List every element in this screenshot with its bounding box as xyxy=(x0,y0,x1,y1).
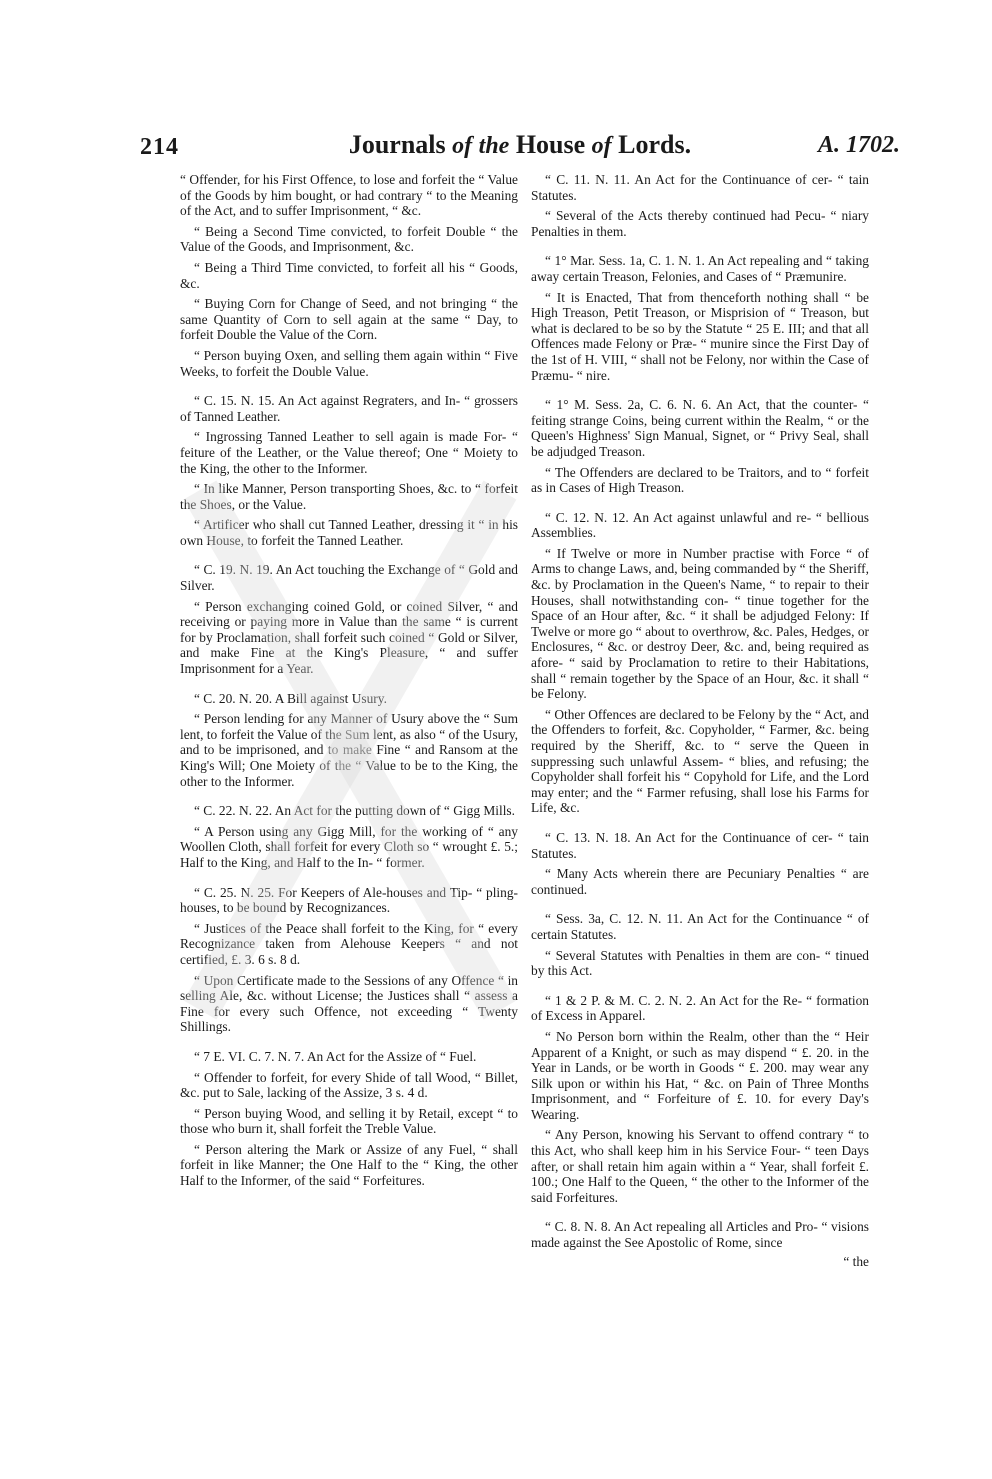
act-heading: “ C. 8. N. 8. An Act repealing all Articles and Pro- “ visions made against the See Apostolic of Rome, since xyxy=(531,1219,869,1251)
act-heading: “ 1 & 2 P. & M. C. 2. N. 2. An Act for the Re- “ formation of Excess in Apparel. xyxy=(531,992,869,1024)
running-title xyxy=(140,130,900,160)
paragraph: “ If Twelve or more in Number practise with Force “ of Arms to change Laws, and, being commanded by “ the Sheriff, &c. by Proclamation in the Queen's Name, “ to repair to their Houses, shall notwithstanding con- “ tinue together for the Space of an Hour after, &c. “ it shall be adjudged Felony: If Twelve or more go “ about to overthrow, &c. Pales, Hedges, or Enclosures, “ &c. or destroy Deer, &c. and, being required as afore- “ said by Proclamation to retire to their Habitations, shall “ remain together by the Space of an Hour, &c. it shall “ be Felony. xyxy=(531,545,869,702)
paragraph: “ Justices of the Peace shall forfeit to the King, for “ every Recognizance taken from Alehouse Keepers “ and not certified, £. 3. 6 s. 8 d. xyxy=(180,920,518,967)
paragraph: “ Ingrossing Tanned Leather to sell again is made For- “ feiture of the Leather, or the Value thereof; One “ Moiety to the King, the other to the Informer. xyxy=(180,429,518,476)
act-heading: “ C. 25. N. 25. For Keepers of Ale-houses and Tip- “ pling-houses, to be bound by Recognizances. xyxy=(180,884,518,916)
paragraph: “ Offender, for his First Offence, to lose and forfeit the “ Value of the Goods by him bought, or had contrary “ to the Meaning of the Act, and to suffer Imprisonment, “ &c. xyxy=(180,172,518,219)
act-heading: “ C. 11. N. 11. An Act for the Continuance of cer- “ tain Statutes. xyxy=(531,172,869,203)
paragraph: “ Person lending for any Manner of Usury above the “ Sum lent, to forfeit the Value of the Sum lent, as also “ of the Usury, and to be imprisoned, and to make Fine “ and Ransom at the King's Will; One Moiety of the “ Value to be to the King, the other to the Informer. xyxy=(180,711,518,789)
right-column xyxy=(531,172,869,1274)
page-header xyxy=(140,128,900,168)
title-the: the xyxy=(478,133,510,159)
paragraph: “ Artificer who shall cut Tanned Leather, dressing it “ in his own House, to forfeit the Tanned Leather. xyxy=(180,517,518,548)
act-heading: “ Sess. 3a, C. 12. N. 11. An Act for the Continuance “ of certain Statutes. xyxy=(531,911,869,942)
act-heading: “ C. 20. N. 20. A Bill against Usury. xyxy=(194,690,387,706)
paragraph: “ Other Offences are declared to be Felony by the “ Act, and the Offenders to forfeit, &c. Copyholder, “ Farmer, &c. being required by the Sheriff, &c. to “ serve the Queen in suppressing such unlawful Assem- “ blies, and refusing; the Copyholder shall forfeit his “ Copyhold for Life, and the Lord may enter; and the “ Farmer refusing, shall lose his Farms for Life, &c. xyxy=(531,706,869,816)
paragraph: “ No Person born within the Realm, other than the “ Heir Apparent of a Knight, or such as may dispend “ £. 20. in the Year in Lands, or be worth in Goods “ £. 200. may wear any Silk upon or within his Hat, “ &c. on Pain of Three Months Imprisonment, and “ Forfeiture of £. 10. for every Day's Wearing. xyxy=(531,1028,869,1122)
paragraph: “ Offender to forfeit, for every Shide of tall Wood, “ Billet, &c. put to Sale, lacking of the Assize, 3 s. 4 d. xyxy=(180,1069,518,1101)
paragraph: “ The Offenders are declared to be Traitors, and to “ forfeit as in Cases of High Treason. xyxy=(531,464,869,496)
catchword: “ the xyxy=(843,1253,869,1269)
title-of-2: of xyxy=(591,133,612,159)
act-heading: “ 1° M. Sess. 2a, C. 6. N. 6. An Act, that the counter- “ feiting strange Coins, being current within the Realm, “ or the Queen's Highness' Sign Manual, Signet, or “ Privy Seal, shall be adjudged Treason. xyxy=(531,397,869,459)
act-heading: “ 7 E. VI. C. 7. N. 7. An Act for the Assize of “ Fuel. xyxy=(194,1048,477,1064)
act-heading: “ C. 19. N. 19. An Act touching the Exchange of “ Gold and Silver. xyxy=(180,562,518,594)
paragraph: “ Many Acts wherein there are Pecuniary Penalties “ are continued. xyxy=(531,866,869,897)
act-heading: “ C. 13. N. 18. An Act for the Continuance of cer- “ tain Statutes. xyxy=(531,829,869,861)
paragraph: “ A Person using any Gigg Mill, for the working of “ any Woollen Cloth, shall forfeit for every Cloth so “ wrought £. 5.; Half to the King, and Half to the In- “ former. xyxy=(180,823,518,870)
paragraph: “ Being a Third Time convicted, to forfeit all his “ Goods, &c. xyxy=(180,259,518,291)
act-heading: “ C. 15. N. 15. An Act against Regraters, and In- “ grossers of Tanned Leather. xyxy=(180,393,518,424)
paragraph: “ It is Enacted, That from thenceforth nothing shall “ be High Treason, Petit Treason, or Misprision of “ Treason, but what is declared to be so by the Statute “ 25 E. III; and that all Offences made Felony or Præ- “ munire since the First Day of the 1st of H. VIII, “ shall not be Felony, nor within the Case of Præmu- “ nire. xyxy=(531,289,869,383)
paragraph: “ Any Person, knowing his Servant to offend contrary “ to this Act, who shall keep him in his Service Four- “ teen Days after, or shall retain him again within a “ Year, shall forfeit £. 100.; One Half to the Queen, “ the other to the Informer of the said Forfeitures. xyxy=(531,1127,869,1205)
act-heading: “ C. 12. N. 12. An Act against unlawful and re- “ bellious Assemblies. xyxy=(531,509,869,541)
act-heading: “ C. 22. N. 22. An Act for the putting down of “ Gigg Mills. xyxy=(194,803,515,819)
title-of-1: of xyxy=(452,133,473,159)
page-year: A. 1702. xyxy=(817,132,900,158)
paragraph: “ Person exchanging coined Gold, or coined Silver, “ and receiving or paying more in Value than the same “ is current for by Proclamation, shall forfeit such coined “ Gold or Silver, and make Fine at the King's Pleasure, “ and suffer Imprisonment for a Year. xyxy=(180,598,518,677)
left-column xyxy=(180,172,518,1194)
paragraph: “ Upon Certificate made to the Sessions of any Offence “ in selling Ale, &c. without License; the Justices shall “ assess a Fine for every such Offence, not exceeding “ Twenty Shillings. xyxy=(180,972,518,1035)
paragraph: “ Being a Second Time convicted, to forfeit Double “ the Value of the Goods, and Imprisonment, &c. xyxy=(180,223,518,255)
paragraph: “ In like Manner, Person transporting Shoes, &c. to “ forfeit the Shoes, or the Value. xyxy=(180,481,518,512)
title-house: House xyxy=(515,130,586,159)
paragraph: “ Person buying Wood, and selling it by Retail, except “ to those who burn it, shall forfeit the Treble Value. xyxy=(180,1105,518,1137)
act-heading: “ 1° Mar. Sess. 1a, C. 1. N. 1. An Act repealing and “ taking away certain Treason, Felonies, and Cases of “ Præmunire. xyxy=(531,253,869,284)
paragraph: “ Several of the Acts thereby continued had Pecu- “ niary Penalties in them. xyxy=(531,208,869,239)
paragraph: “ Several Statutes with Penalties in them are con- “ tinued by this Act. xyxy=(531,947,869,979)
paragraph: “ Person buying Oxen, and selling them again within “ Five Weeks, to forfeit the Double Value. xyxy=(180,347,518,379)
paragraph: “ Buying Corn for Change of Seed, and not bringing “ the same Quantity of Corn to sell again at the same “ Day, to forfeit Double the Value of the Corn. xyxy=(180,296,518,343)
page-number: 214 xyxy=(140,134,179,160)
title-lords: Lords. xyxy=(618,130,692,159)
title-journals: Journals xyxy=(348,130,446,159)
paragraph: “ Person altering the Mark or Assize of any Fuel, “ shall forfeit in like Manner; the One Half to the “ King, the other Half to the Informer, of the said “ Forfeitures. xyxy=(180,1141,518,1189)
